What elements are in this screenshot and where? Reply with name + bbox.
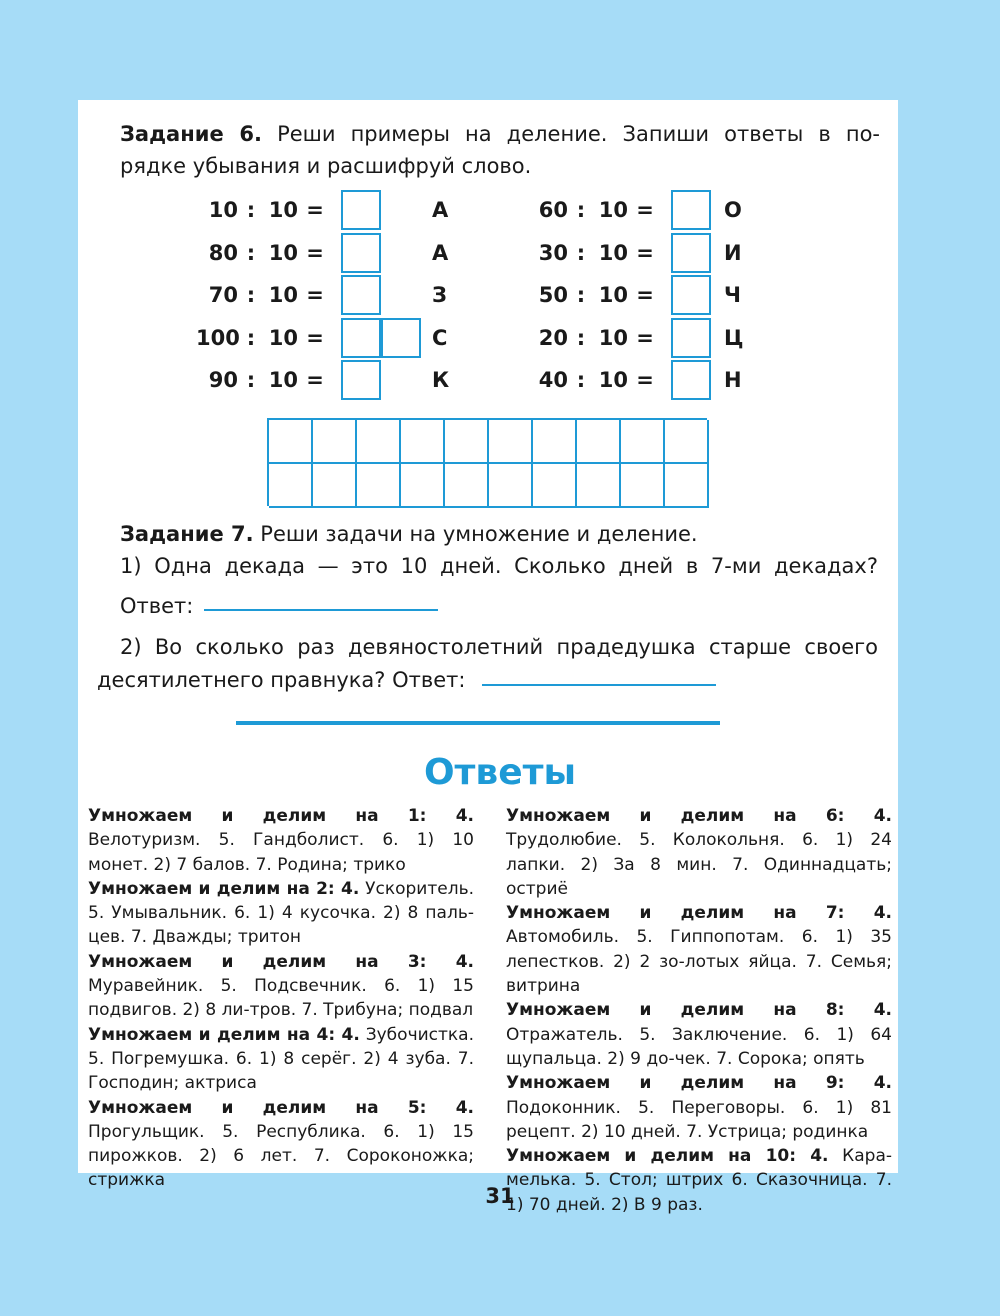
answer-entry bbox=[506, 998, 892, 1071]
answer-entry-body: Подоконник. 5. Переговоры. 6. 1) 81 рецепт. 2) 10 дней. 7. Устрица; родинка bbox=[506, 1097, 892, 1142]
equation-row bbox=[526, 190, 926, 230]
page-number: 31 bbox=[485, 1184, 515, 1208]
divisor: 10 bbox=[598, 283, 628, 307]
answer-entry-heading: Умножаем и делим на 1: 4. bbox=[88, 806, 474, 826]
equation-row bbox=[526, 318, 926, 358]
equals-sign: = bbox=[636, 283, 654, 307]
answer-entry bbox=[88, 950, 474, 1023]
task7-question2-line2 bbox=[97, 664, 465, 696]
answer-entry-body: Велотуризм. 5. Гандболист. 6. 1) 10 монет. 2) 7 балов. 7. Родина; трико bbox=[88, 830, 474, 875]
task7-question1-text: 1) Одна декада — это 10 дней. Сколько дней в 7-ми декадах? bbox=[120, 554, 878, 578]
equals-sign: = bbox=[636, 368, 654, 392]
cipher-letter: К bbox=[432, 368, 450, 392]
equation-row bbox=[526, 360, 926, 400]
answer-entry-heading: Умножаем и делим на 4: 4. bbox=[88, 1024, 360, 1045]
task6-text-line1: Реши примеры на деление. Запиши ответы в по- bbox=[277, 122, 880, 146]
cipher-letter: А bbox=[432, 198, 449, 222]
answer-entry bbox=[88, 877, 474, 950]
answer1-label: Ответ: bbox=[120, 594, 194, 618]
grid-cell[interactable] bbox=[313, 464, 357, 508]
divide-sign: : bbox=[576, 325, 586, 350]
answer-entry-body: Кара-мелька. 5. Стол; штрих 6. Сказочница. 7. 1) 70 дней. 2) В 9 раз. bbox=[506, 1146, 893, 1215]
task7-instructions bbox=[120, 518, 698, 550]
answer-entry bbox=[88, 1023, 474, 1096]
task6-text-line2: рядке убывания и расшифруй слово. bbox=[120, 154, 532, 178]
divisor: 10 bbox=[268, 198, 298, 222]
answer-box[interactable] bbox=[671, 318, 711, 358]
answer-box[interactable] bbox=[341, 360, 381, 400]
grid-cell[interactable] bbox=[445, 420, 489, 464]
divisor: 10 bbox=[268, 283, 298, 307]
divide-sign: : bbox=[246, 283, 256, 307]
answer-entry-body: Муравейник. 5. Подсвечник. 6. 1) 15 подвигов. 2) 8 ли-тров. 7. Трибуна; подвал bbox=[88, 976, 474, 1021]
task7-text: Реши задачи на умножение и деление. bbox=[260, 522, 698, 546]
divide-sign: : bbox=[576, 240, 586, 265]
answer-entry-body: Прогульщик. 5. Республика. 6. 1) 15 пирожков. 2) 6 лет. 7. Сороконожка; стрижка bbox=[88, 1121, 474, 1191]
equals-sign: = bbox=[306, 240, 324, 265]
task7-label: Задание 7. bbox=[120, 522, 254, 546]
grid-cell[interactable] bbox=[577, 464, 621, 508]
dividend: 90 bbox=[208, 368, 238, 392]
answer-box[interactable] bbox=[671, 190, 711, 230]
grid-cell[interactable] bbox=[269, 464, 313, 508]
cipher-letter: О bbox=[724, 198, 742, 222]
cipher-letter: И bbox=[724, 240, 742, 265]
task7-question2-line1: 2) Во сколько раз девяностолетний прадедушка старше своего bbox=[120, 635, 878, 659]
dividend: 50 bbox=[538, 283, 568, 307]
answer-entry-heading: Умножаем и делим на 7: 4. bbox=[506, 903, 892, 924]
answer-entry-heading: Умножаем и делим на 3: 4. bbox=[88, 951, 474, 972]
task7-answer1 bbox=[120, 590, 193, 622]
task6-label: Задание 6. bbox=[120, 122, 262, 146]
answer-entry bbox=[506, 1071, 892, 1144]
divide-sign: : bbox=[246, 240, 256, 265]
divisor: 10 bbox=[268, 240, 298, 265]
answer-box[interactable] bbox=[671, 275, 711, 315]
cipher-letter: Ц bbox=[724, 325, 744, 350]
equals-sign: = bbox=[636, 198, 654, 222]
cipher-letter: А bbox=[432, 240, 449, 265]
equation-row bbox=[526, 275, 926, 315]
answers-left-column bbox=[88, 804, 474, 1193]
divisor: 10 bbox=[598, 325, 628, 350]
answer-entry-body: Трудолюбие. 5. Колокольня. 6. 1) 24 лапки. 2) За 8 мин. 7. Одиннадцать; остриё bbox=[506, 830, 892, 899]
answer-entry-body: Зубочистка. 5. Погремушка. 6. 1) 8 серёг. 2) 4 зуба. 7. Господин; актриса bbox=[88, 1024, 474, 1094]
divide-sign: : bbox=[576, 198, 586, 222]
cipher-letter: Ч bbox=[724, 283, 741, 307]
dividend: 80 bbox=[208, 240, 238, 265]
grid-cell[interactable] bbox=[665, 464, 709, 508]
dividend: 40 bbox=[538, 368, 568, 392]
answer-box[interactable] bbox=[341, 190, 381, 230]
equals-sign: = bbox=[636, 325, 654, 350]
answer-box[interactable] bbox=[671, 360, 711, 400]
answer-box[interactable] bbox=[381, 318, 421, 358]
grid-cell[interactable] bbox=[269, 420, 313, 464]
answer2-field[interactable] bbox=[482, 684, 716, 686]
dividend: 10 bbox=[208, 198, 238, 222]
task7-question1 bbox=[120, 550, 878, 582]
divisor: 10 bbox=[598, 368, 628, 392]
grid-cell[interactable] bbox=[401, 420, 445, 464]
grid-cell[interactable] bbox=[445, 464, 489, 508]
divisor: 10 bbox=[268, 325, 298, 350]
answer-entry-heading: Умножаем и делим на 8: 4. bbox=[506, 1000, 892, 1021]
answer-entry bbox=[88, 804, 474, 877]
decode-word-grid bbox=[267, 418, 707, 506]
answer-entry bbox=[506, 804, 892, 901]
grid-cell[interactable] bbox=[401, 464, 445, 508]
grid-cell[interactable] bbox=[621, 420, 665, 464]
equals-sign: = bbox=[306, 198, 324, 222]
cipher-letter: С bbox=[432, 325, 448, 350]
equation-row bbox=[526, 233, 926, 273]
dividend: 70 bbox=[208, 283, 238, 307]
answer-entry-heading: Умножаем и делим на 6: 4. bbox=[506, 806, 892, 826]
cipher-letter: Н bbox=[724, 368, 742, 392]
grid-cell[interactable] bbox=[489, 420, 533, 464]
answer-entry-heading: Умножаем и делим на 9: 4. bbox=[506, 1073, 892, 1094]
divide-sign: : bbox=[246, 325, 256, 350]
answer-entry-heading: Умножаем и делим на 10: 4. bbox=[506, 1146, 829, 1167]
grid-cell[interactable] bbox=[313, 420, 357, 464]
answers-title: Ответы bbox=[423, 752, 577, 793]
divide-sign: : bbox=[576, 283, 586, 307]
answer1-field[interactable] bbox=[204, 609, 438, 611]
answer-box[interactable] bbox=[341, 275, 381, 315]
answer-box[interactable] bbox=[671, 233, 711, 273]
section-divider bbox=[236, 721, 720, 725]
dividend: 30 bbox=[538, 240, 568, 265]
answer-entry-body: Ускоритель. 5. Умывальник. 6. 1) 4 кусочка. 2) 8 паль-цев. 7. Дважды; тритон bbox=[88, 878, 474, 948]
grid-cell[interactable] bbox=[665, 420, 709, 464]
divisor: 10 bbox=[598, 198, 628, 222]
dividend: 20 bbox=[538, 325, 568, 350]
answers-right-column bbox=[506, 804, 892, 1217]
equals-sign: = bbox=[306, 283, 324, 307]
answer-entry-body: Автомобиль. 5. Гиппопотам. 6. 1) 35 лепестков. 2) 2 зо-лотых яйца. 7. Семья; витрина bbox=[506, 927, 892, 997]
task6-instructions bbox=[120, 118, 880, 150]
task6-instructions-line2 bbox=[120, 150, 531, 182]
answer-entry-heading: Умножаем и делим на 5: 4. bbox=[88, 1097, 474, 1118]
grid-cell[interactable] bbox=[489, 464, 533, 508]
answer-entry-heading: Умножаем и делим на 2: 4. bbox=[88, 878, 360, 899]
answer-entry bbox=[506, 901, 892, 998]
grid-cell[interactable] bbox=[533, 420, 577, 464]
grid-cell[interactable] bbox=[357, 464, 401, 508]
answer-entry-body: Отражатель. 5. Заключение. 6. 1) 64 щупальца. 2) 9 до-чек. 7. Сорока; опять bbox=[506, 1024, 892, 1069]
divisor: 10 bbox=[598, 240, 628, 265]
equals-sign: = bbox=[306, 368, 324, 392]
equals-sign: = bbox=[306, 325, 324, 350]
equals-sign: = bbox=[636, 240, 654, 265]
grid-cell[interactable] bbox=[533, 464, 577, 508]
dividend: 100 bbox=[196, 325, 240, 350]
divide-sign: : bbox=[246, 198, 256, 222]
dividend: 60 bbox=[538, 198, 568, 222]
grid-cell[interactable] bbox=[621, 464, 665, 508]
answer-box[interactable] bbox=[341, 233, 381, 273]
cipher-letter: З bbox=[432, 283, 447, 307]
task7-question2 bbox=[120, 631, 878, 663]
grid-cell[interactable] bbox=[357, 420, 401, 464]
task7-question2-line2-text: десятилетнего правнука? Ответ: bbox=[97, 668, 466, 692]
answer-box[interactable] bbox=[341, 318, 381, 358]
grid-cell[interactable] bbox=[577, 420, 621, 464]
divide-sign: : bbox=[246, 368, 256, 392]
answer-entry bbox=[88, 1096, 474, 1193]
divide-sign: : bbox=[576, 368, 586, 392]
divisor: 10 bbox=[268, 368, 298, 392]
